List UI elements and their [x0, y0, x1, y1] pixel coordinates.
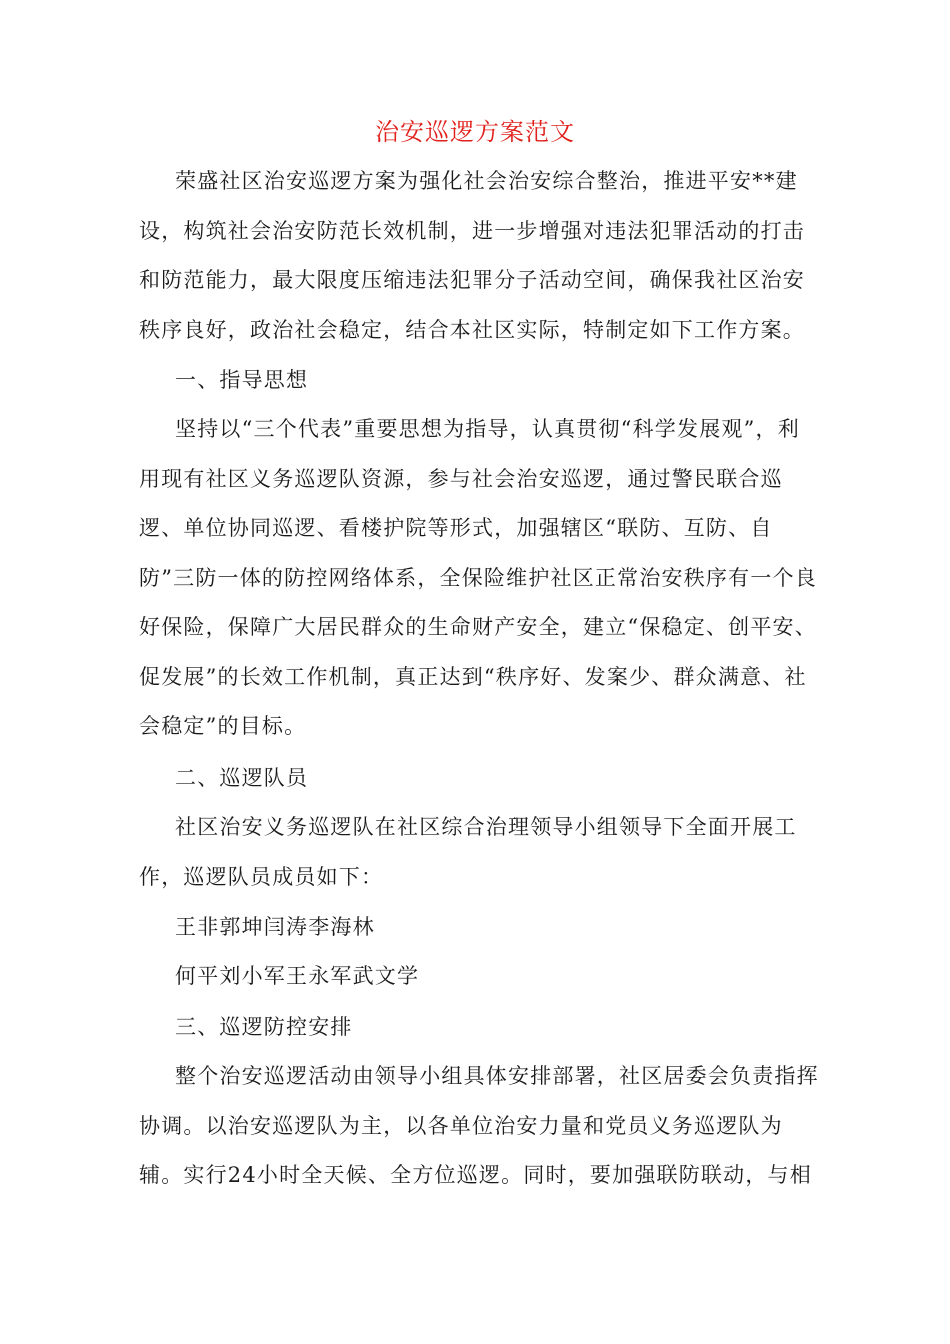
- section-heading-patrol-arrangement: 三、巡逻防控安排: [175, 1015, 353, 1039]
- section-body-patrol-arrangement: 整个治安巡逻活动由领导小组具体安排部署，社区居委会负责指挥协调。以治安巡逻队为主，以各单位治安力量和党员义务巡逻队为辅。实行24小时全天候、全方位巡逻。同时，要加强联防联动，与相: [139, 1064, 819, 1187]
- section-body-guiding-ideology: 坚持以“三个代表”重要思想为指导，认真贯彻“科学发展观”，利用现有社区义务巡逻队资源，参与社会治安巡逻，通过警民联合巡逻、单位协同巡逻、看楼护院等形式，加强辖区“联防、互防、自防”三防一体的防控网络体系，全保险维护社区正常治安秩序有一个良好保险，保障广大居民群众的生命财产安全，建立“保稳定、创平安、促发展”的长效工作机制，真正达到“秩序好、发案少、群众满意、社会稳定”的目标。: [139, 417, 817, 738]
- member-list-line: 王非郭坤闫涛李海林: [175, 915, 375, 939]
- member-list-line: 何平刘小军王永军武文学: [175, 964, 420, 988]
- document-title: 治安巡逻方案范文: [375, 118, 575, 146]
- intro-paragraph: 荣盛社区治安巡逻方案为强化社会治安综合整治，推进平安**建设，构筑社会治安防范长效机制，进一步增强对违法犯罪活动的打击和防范能力，最大限度压缩违法犯罪分子活动空间，确保我社区治安秩序良好，政治社会稳定，结合本社区实际，特制定如下工作方案。: [139, 169, 805, 342]
- section-heading-guiding-ideology: 一、指导思想: [175, 368, 309, 392]
- section-heading-patrol-members: 二、巡逻队员: [175, 766, 309, 790]
- section-body-patrol-members: 社区治安义务巡逻队在社区综合治理领导小组领导下全面开展工作，巡逻队员成员如下：: [139, 815, 797, 889]
